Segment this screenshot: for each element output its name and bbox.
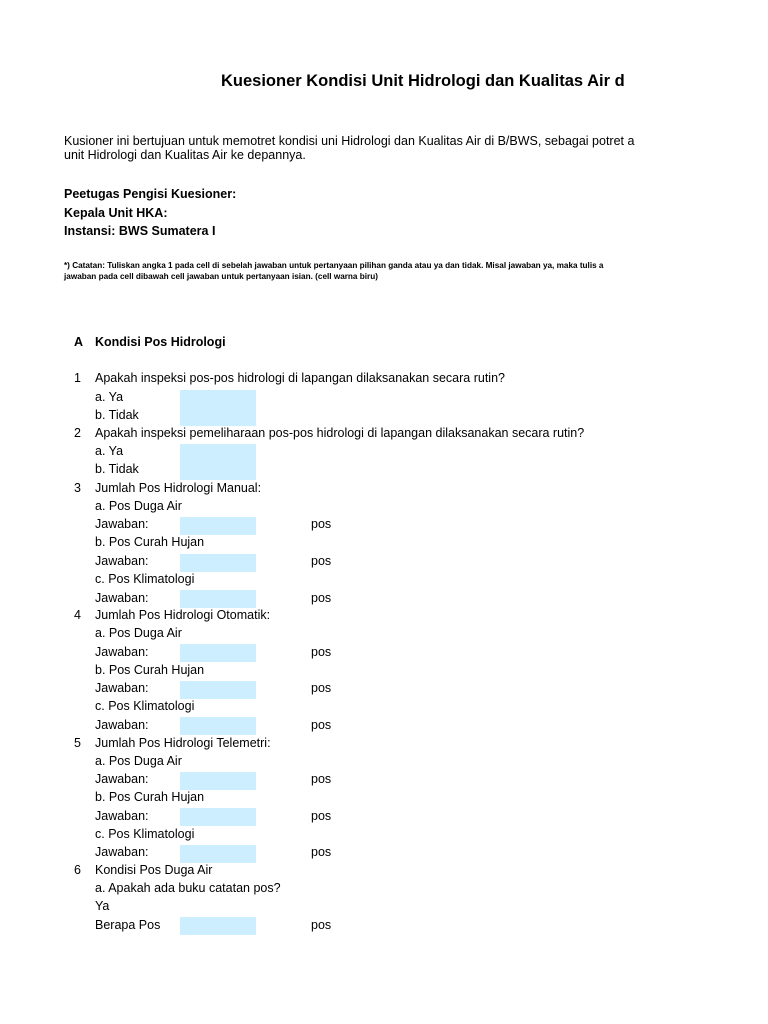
- q5-klim-label: c. Pos Klimatologi: [95, 827, 195, 841]
- q4-klim-label: c. Pos Klimatologi: [95, 699, 195, 713]
- q5-klim-jawaban: Jawaban:: [95, 845, 149, 859]
- q5-duga-label: a. Pos Duga Air: [95, 754, 182, 768]
- q4-hujan-label: b. Pos Curah Hujan: [95, 663, 205, 677]
- intro-line-1: Kusioner ini bertujuan untuk memotret kondisi uni Hidrologi dan Kualitas Air di B/BWS, sebagai potret a: [64, 134, 635, 148]
- section-title: Kondisi Pos Hidrologi: [95, 335, 226, 349]
- q1-number: 1: [74, 371, 81, 385]
- q3-hujan-unit: pos: [311, 554, 332, 568]
- q5-hujan-unit: pos: [311, 809, 332, 823]
- q6-sub-a: a. Apakah ada buku catatan pos?: [95, 881, 281, 895]
- q5-duga-jawaban: Jawaban:: [95, 772, 149, 786]
- q3-hujan-label: b. Pos Curah Hujan: [95, 535, 205, 549]
- q6-berapa-answer-cell[interactable]: [180, 917, 256, 935]
- q4-hujan-answer-cell[interactable]: [180, 681, 256, 699]
- q3-duga-unit: pos: [311, 517, 332, 531]
- page-title: Kuesioner Kondisi Unit Hidrologi dan Kualitas Air d: [221, 72, 625, 90]
- kepala-unit-label: Kepala Unit HKA:: [64, 206, 168, 220]
- q4-duga-unit: pos: [311, 645, 332, 659]
- q3-klim-label: c. Pos Klimatologi: [95, 572, 195, 586]
- note-line-2: jawaban pada cell dibawah cell jawaban untuk pertanyaan isian. (cell warna biru): [64, 272, 378, 281]
- q2-option-tidak: b. Tidak: [95, 462, 139, 476]
- q3-number: 3: [74, 481, 81, 495]
- q5-text: Jumlah Pos Hidrologi Telemetri:: [95, 736, 271, 750]
- q4-duga-answer-cell[interactable]: [180, 644, 256, 662]
- q4-hujan-unit: pos: [311, 681, 332, 695]
- q5-duga-answer-cell[interactable]: [180, 772, 256, 790]
- q3-klim-answer-cell[interactable]: [180, 590, 256, 608]
- q5-klim-unit: pos: [311, 845, 332, 859]
- q1-text: Apakah inspeksi pos-pos hidrologi di lapangan dilaksanakan secara rutin?: [95, 371, 505, 385]
- q4-text: Jumlah Pos Hidrologi Otomatik:: [95, 608, 271, 622]
- q1-answer-cell[interactable]: [180, 390, 256, 426]
- q1-option-tidak: b. Tidak: [95, 408, 139, 422]
- q2-option-ya: a. Ya: [95, 444, 124, 458]
- q6-ya-label: Ya: [95, 899, 110, 913]
- q6-berapa-label: Berapa Pos: [95, 918, 161, 932]
- q6-text: Kondisi Pos Duga Air: [95, 863, 213, 877]
- q6-number: 6: [74, 863, 81, 877]
- note-line-1: *) Catatan: Tuliskan angka 1 pada cell di sebelah jawaban untuk pertanyaan pilihan ganda atau ya dan tidak. Misal jawaban ya, maka tulis a: [64, 261, 604, 270]
- q3-klim-jawaban: Jawaban:: [95, 591, 149, 605]
- q5-duga-unit: pos: [311, 772, 332, 786]
- q5-number: 5: [74, 736, 81, 750]
- q1-option-ya: a. Ya: [95, 390, 124, 404]
- q5-hujan-answer-cell[interactable]: [180, 808, 256, 826]
- q3-duga-jawaban: Jawaban:: [95, 517, 149, 531]
- q3-klim-unit: pos: [311, 591, 332, 605]
- q3-hujan-answer-cell[interactable]: [180, 554, 256, 572]
- intro-line-2: unit Hidrologi dan Kualitas Air ke depannya.: [64, 148, 306, 162]
- q4-number: 4: [74, 608, 81, 622]
- instansi-label: Instansi: BWS Sumatera I: [64, 224, 216, 238]
- q4-klim-unit: pos: [311, 718, 332, 732]
- q3-duga-answer-cell[interactable]: [180, 517, 256, 535]
- q2-number: 2: [74, 426, 81, 440]
- q2-answer-cell[interactable]: [180, 444, 256, 480]
- q3-hujan-jawaban: Jawaban:: [95, 554, 149, 568]
- petugas-label: Peetugas Pengisi Kuesioner:: [64, 187, 237, 201]
- section-letter: A: [74, 335, 84, 349]
- q4-duga-label: a. Pos Duga Air: [95, 626, 182, 640]
- q6-berapa-unit: pos: [311, 918, 332, 932]
- q5-hujan-label: b. Pos Curah Hujan: [95, 790, 205, 804]
- q4-hujan-jawaban: Jawaban:: [95, 681, 149, 695]
- q2-text: Apakah inspeksi pemeliharaan pos-pos hidrologi di lapangan dilaksanakan secara rutin?: [95, 426, 585, 440]
- q4-klim-answer-cell[interactable]: [180, 717, 256, 735]
- q5-klim-answer-cell[interactable]: [180, 845, 256, 863]
- q4-duga-jawaban: Jawaban:: [95, 645, 149, 659]
- q5-hujan-jawaban: Jawaban:: [95, 809, 149, 823]
- q4-klim-jawaban: Jawaban:: [95, 718, 149, 732]
- q3-text: Jumlah Pos Hidrologi Manual:: [95, 481, 262, 495]
- q3-duga-label: a. Pos Duga Air: [95, 499, 182, 513]
